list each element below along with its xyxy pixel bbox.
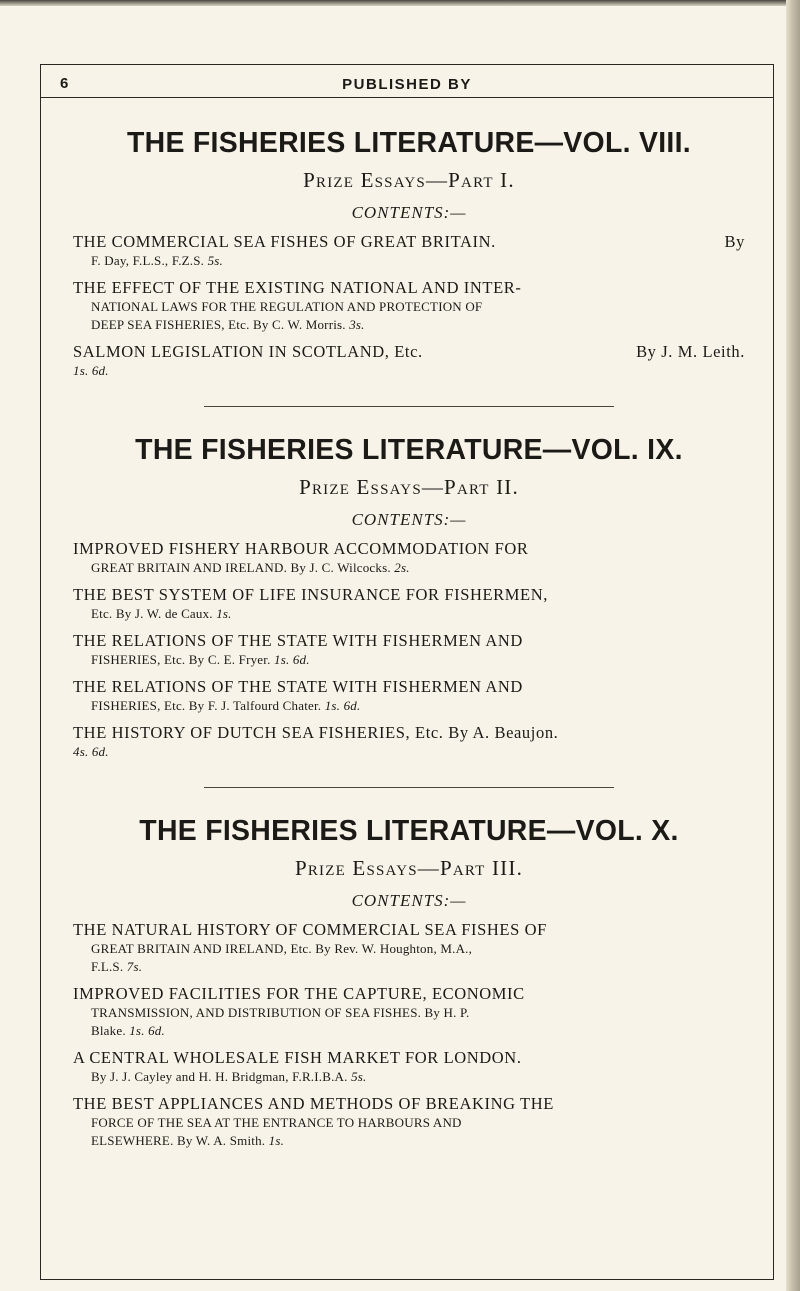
volume-subtitle: Prize Essays—Part I.: [303, 168, 515, 192]
entry-title-cont: GREAT BRITAIN AND IRELAND, Etc. By Rev. W. Houghton, M.A.,: [91, 941, 473, 956]
volume-subtitle: Prize Essays—Part II.: [299, 475, 519, 499]
entry-credit: Etc. By J. W. de Caux.: [91, 606, 213, 621]
entry-title: IMPROVED FACILITIES FOR THE CAPTURE, ECONOMIC: [73, 984, 525, 1003]
entry-price: 5s.: [207, 253, 223, 268]
entry-price: 5s.: [351, 1069, 367, 1084]
page-right-edge: [786, 0, 800, 1291]
publisher-heading: PUBLISHED BY: [342, 76, 472, 93]
list-item: [73, 342, 745, 380]
entry-title: THE RELATIONS OF THE STATE WITH FISHERMEN AND: [73, 677, 523, 696]
entry-title-cont: TRANSMISSION, AND DISTRIBUTION OF SEA FISHES. By H. P.: [91, 1005, 470, 1020]
entry-credit: F.L.S.: [91, 959, 124, 974]
entry-credit: FISHERIES, Etc. By C. E. Fryer.: [91, 652, 271, 667]
entry-title: THE EFFECT OF THE EXISTING NATIONAL AND INTER-: [73, 278, 522, 297]
entry-title: THE BEST APPLIANCES AND METHODS OF BREAKING THE: [73, 1094, 554, 1113]
volume-title: THE FISHERIES LITERATURE—VOL. X.: [139, 815, 679, 847]
list-item: [73, 984, 745, 1040]
list-item: [73, 1094, 745, 1150]
volume-x-section: [73, 814, 745, 1150]
page-number: 6: [60, 75, 69, 92]
list-item: [73, 920, 745, 976]
entry-title-cont: FORCE OF THE SEA AT THE ENTRANCE TO HARBOURS AND: [91, 1115, 462, 1130]
entry-byline: By J. M. Leith.: [636, 342, 745, 361]
entry-title: THE BEST SYSTEM OF LIFE INSURANCE FOR FISHERMEN,: [73, 585, 548, 604]
entry-title-cont: DEEP SEA FISHERIES, Etc.: [91, 317, 250, 332]
entry-credit: GREAT BRITAIN AND IRELAND. By J. C. Wilcocks.: [91, 560, 391, 575]
entry-credit: Blake.: [91, 1023, 126, 1038]
entry-title: SALMON LEGISLATION IN SCOTLAND, Etc.: [73, 342, 423, 361]
contents-label: CONTENTS:—: [351, 510, 467, 529]
list-item: [73, 1048, 745, 1086]
volume-title: THE FISHERIES LITERATURE—VOL. VIII.: [126, 127, 691, 159]
list-item: [73, 631, 745, 669]
entry-credit: By J. J. Cayley and H. H. Bridgman, F.R.I.B.A.: [91, 1069, 348, 1084]
list-item: [73, 677, 745, 715]
list-item: [73, 585, 745, 623]
volume-title: THE FISHERIES LITERATURE—VOL. IX.: [135, 434, 683, 466]
entry-price: 1s. 6d.: [274, 652, 310, 667]
entry-price: 1s. 6d.: [324, 698, 361, 713]
entry-title: IMPROVED FISHERY HARBOUR ACCOMMODATION FOR: [73, 539, 529, 558]
entry-credit: ELSEWHERE. By W. A. Smith.: [91, 1133, 266, 1148]
section-divider: [204, 406, 614, 407]
running-head: [40, 64, 774, 98]
section-divider: [204, 787, 614, 788]
entry-byline: By: [724, 232, 745, 251]
entry-price: 1s.: [216, 606, 232, 621]
entry-credit: F. Day, F.L.S., F.Z.S.: [91, 253, 205, 268]
entry-credit: FISHERIES, Etc. By F. J. Talfourd Chater.: [91, 698, 322, 713]
entry-price: 3s.: [349, 317, 365, 332]
entry-title: THE HISTORY OF DUTCH SEA FISHERIES, Etc. By A. Beaujon.: [73, 723, 559, 742]
list-item: [73, 539, 745, 577]
volume-ix-section: [73, 433, 745, 761]
entry-credit: By C. W. Morris.: [252, 317, 346, 332]
page-top-edge: [0, 0, 800, 6]
entry-title: THE RELATIONS OF THE STATE WITH FISHERMEN AND: [73, 631, 523, 650]
entry-price: 1s. 6d.: [73, 363, 109, 378]
entry-price: 1s.: [268, 1133, 285, 1148]
entry-title: THE COMMERCIAL SEA FISHES OF GREAT BRITAIN.: [73, 232, 496, 251]
list-item: [73, 723, 745, 761]
contents-label: CONTENTS:—: [351, 891, 467, 910]
entry-price: 4s. 6d.: [73, 744, 109, 759]
entry-price: 7s.: [126, 959, 143, 974]
entry-title: A CENTRAL WHOLESALE FISH MARKET FOR LONDON.: [73, 1048, 522, 1067]
volume-viii-section: [73, 126, 745, 380]
contents-label: CONTENTS:—: [351, 203, 467, 222]
entry-price: 1s. 6d.: [129, 1023, 165, 1038]
volume-subtitle: Prize Essays—Part III.: [294, 856, 524, 880]
entry-price: 2s.: [394, 560, 410, 575]
entry-title-cont: NATIONAL LAWS FOR THE REGULATION AND PROTECTION OF: [91, 299, 483, 314]
list-item: [73, 278, 745, 334]
entry-title: THE NATURAL HISTORY OF COMMERCIAL SEA FISHES OF: [73, 920, 547, 939]
list-item: [73, 232, 745, 270]
page-content: [73, 126, 745, 1150]
